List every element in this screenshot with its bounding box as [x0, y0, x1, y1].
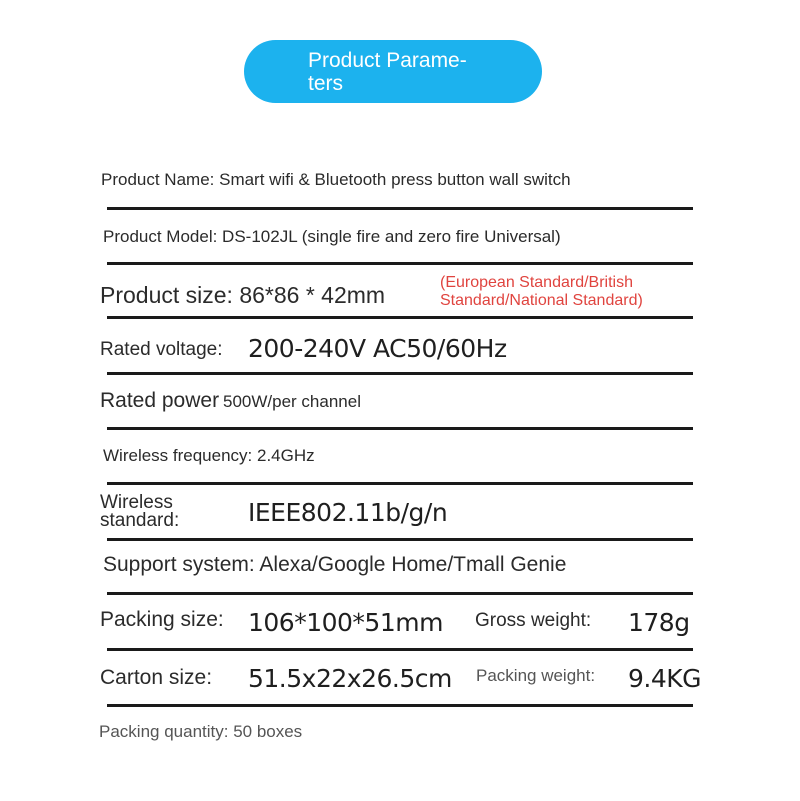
rated-power-label: Rated power — [100, 389, 220, 412]
divider — [107, 427, 693, 430]
product-size-label: Product size: 86*86 * 42mm — [100, 282, 386, 308]
divider — [107, 592, 693, 595]
product-parameters-banner — [244, 40, 542, 103]
rated-voltage-value: 200-240V AC50/60Hz — [248, 334, 507, 363]
packing-weight-value: 9.4KG — [628, 664, 702, 693]
banner-title-line-1: Product Parame- — [308, 49, 467, 72]
divider — [107, 704, 693, 707]
carton-size-value: 51.5x22x26.5cm — [248, 664, 452, 693]
divider — [107, 648, 693, 651]
rated-power-value: 500W/per channel — [223, 392, 361, 411]
packing-size-value: 106*100*51mm — [248, 608, 443, 637]
carton-size-label: Carton size: — [100, 666, 213, 689]
divider — [107, 538, 693, 541]
support-system: Support system: Alexa/Google Home/Tmall Genie — [103, 553, 567, 576]
wireless-frequency: Wireless frequency: 2.4GHz — [103, 446, 315, 465]
divider — [107, 262, 693, 265]
packing-quantity: Packing quantity: 50 boxes — [99, 722, 303, 741]
banner-title-line-2: ters — [308, 72, 344, 95]
wireless-standard-value: IEEE802.11b/g/n — [248, 498, 448, 527]
divider — [107, 482, 693, 485]
rated-voltage-label: Rated voltage: — [100, 339, 223, 360]
product-model: Product Model: DS-102JL (single fire and zero fire Universal) — [103, 227, 561, 246]
divider — [107, 372, 693, 375]
product-name: Product Name: Smart wifi & Bluetooth press button wall switch — [101, 170, 571, 189]
wireless-standard-label-line-2: standard: — [100, 510, 180, 531]
packing-weight-label: Packing weight: — [476, 666, 596, 685]
packing-size-label: Packing size: — [100, 608, 224, 631]
wireless-standard-label-line-1: Wireless — [100, 492, 173, 513]
product-size-note-line-1: (European Standard/British — [440, 274, 633, 291]
gross-weight-value: 178g — [628, 608, 690, 637]
product-size-note-line-2: Standard/National Standard) — [440, 292, 643, 309]
divider — [107, 207, 693, 210]
divider — [107, 316, 693, 319]
gross-weight-label: Gross weight: — [475, 610, 592, 631]
